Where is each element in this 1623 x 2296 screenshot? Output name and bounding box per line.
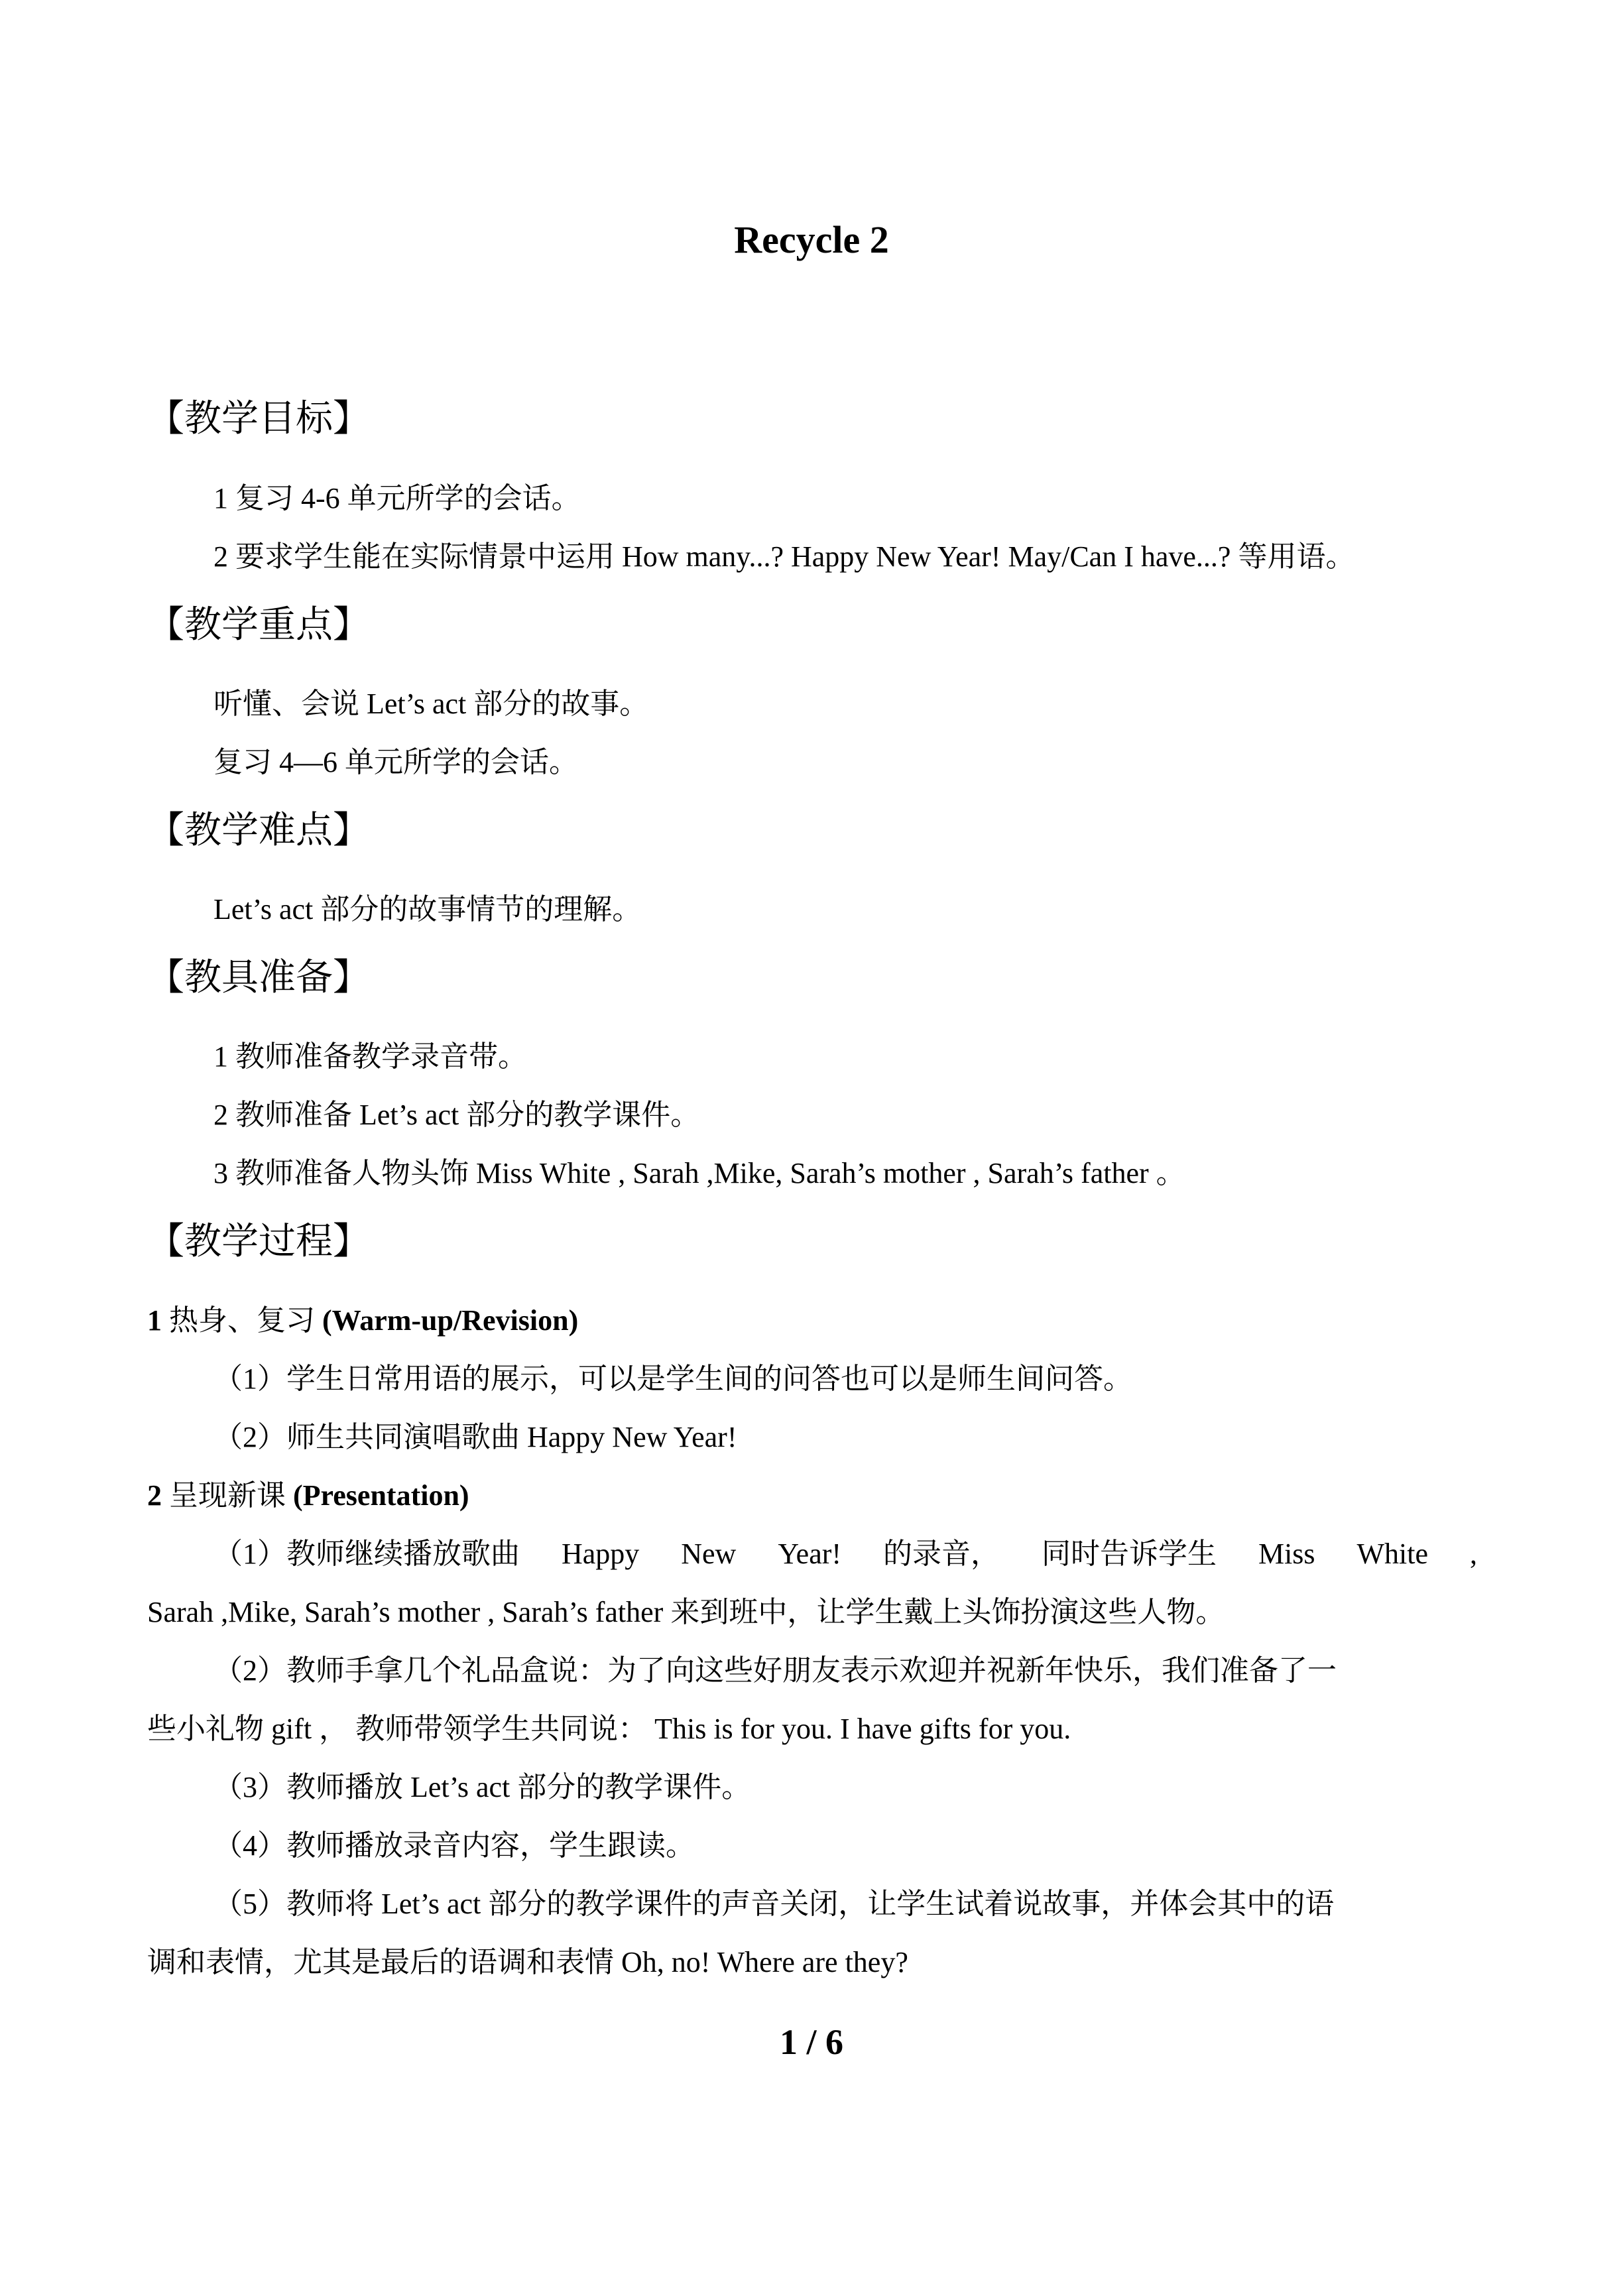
key-point-item: 复习 4—6 单元所学的会话。 [213, 746, 578, 778]
justified-word: （1）教师继续播放歌曲 [213, 1538, 520, 1570]
step2-item1-line2: Sarah ,Mike, Sarah’s mother , Sarah’s father 来到班中，让学生戴上头饰扮演这些人物。 [147, 1596, 1225, 1628]
step2-item5-line1: （5）教师将 Let’s act 部分的教学课件的声音关闭，让学生试着说故事，并体会其中的语 [213, 1888, 1335, 1920]
step2-title-cn: 呈现新课 [162, 1479, 293, 1512]
section-heading-key-points: 【教学重点】 [147, 605, 370, 646]
justified-word: , [1470, 1538, 1477, 1570]
difficulty-item: Let’s act 部分的故事情节的理解。 [213, 893, 642, 926]
key-point-item: 听懂、会说 Let’s act 部分的故事。 [213, 688, 649, 720]
step2-item4: （4）教师播放录音内容，学生跟读。 [213, 1829, 695, 1862]
objective-item: 1 复习 4-6 单元所学的会话。 [213, 482, 581, 514]
objective-item: 2 要求学生能在实际情景中运用 How many...? Happy New Year! May/Can I have...? 等用语。 [213, 540, 1355, 573]
section-heading-materials: 【教具准备】 [147, 957, 370, 998]
document-title: Recycle 2 [734, 218, 889, 261]
justified-word: New [681, 1538, 737, 1570]
page-number: 1 / 6 [779, 2022, 843, 2062]
justified-word: 同时告诉学生 [1041, 1538, 1217, 1570]
step2-item1-line1 [213, 1533, 1477, 1575]
step1-title-cn: 热身、复习 [162, 1304, 322, 1337]
step2-heading [147, 1475, 469, 1517]
step1-heading [147, 1299, 578, 1342]
step1-number: 1 [147, 1304, 162, 1337]
material-item: 2 教师准备 Let’s act 部分的教学课件。 [213, 1099, 700, 1131]
section-heading-objectives: 【教学目标】 [147, 398, 370, 440]
step2-item3: （3）教师播放 Let’s act 部分的教学课件。 [213, 1771, 751, 1803]
step2-item5-line2: 调和表情，尤其是最后的语调和表情 Oh, no! Where are they? [147, 1946, 908, 1978]
step1-item: （2）师生共同演唱歌曲 Happy New Year! [213, 1421, 737, 1453]
justified-word: Miss [1258, 1538, 1315, 1570]
justified-word: Happy [561, 1538, 640, 1570]
step2-item2-line2: 些小礼物 gift ， 教师带领学生共同说： This is for you. I have gifts for you. [147, 1713, 1071, 1745]
step2-item2-line1: （2）教师手拿几个礼品盒说：为了向这些好朋友表示欢迎并祝新年快乐，我们准备了一 [213, 1654, 1337, 1687]
justified-word: Year! [778, 1538, 842, 1570]
material-item: 3 教师准备人物头饰 Miss White , Sarah ,Mike, Sarah’s mother , Sarah’s father 。 [213, 1157, 1185, 1189]
justified-word: 的录音， [883, 1538, 1000, 1570]
section-heading-process: 【教学过程】 [147, 1221, 370, 1262]
justified-word: White [1356, 1538, 1429, 1570]
section-heading-difficulties: 【教学难点】 [147, 810, 370, 851]
material-item: 1 教师准备教学录音带。 [213, 1040, 527, 1073]
step1-title-en: (Warm-up/Revision) [322, 1304, 579, 1337]
step2-title-en: (Presentation) [293, 1479, 469, 1512]
step1-item: （1）学生日常用语的展示，可以是学生间的问答也可以是师生间问答。 [213, 1362, 1132, 1395]
step2-number: 2 [147, 1479, 162, 1512]
